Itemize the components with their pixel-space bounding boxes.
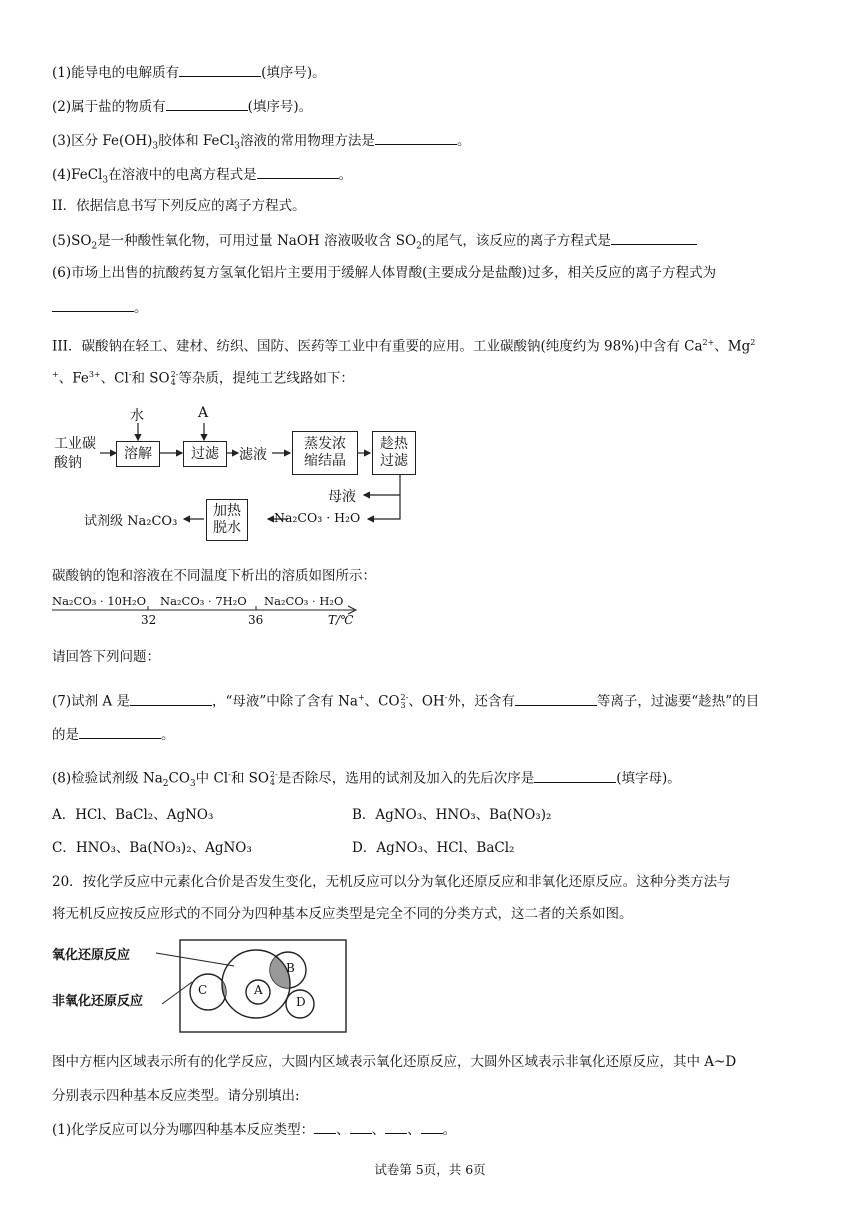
- section-2-heading: II．依据信息书写下列反应的离子方程式。: [52, 198, 306, 214]
- question-4: (4)FeCl$_3$在溶液中的电离方程式是 。: [52, 164, 352, 191]
- answer-blank[interactable]: [257, 164, 339, 179]
- answer-blank[interactable]: [611, 230, 697, 245]
- tick-32: 32: [141, 613, 157, 627]
- dissolve-box: 溶解: [116, 441, 160, 467]
- answer-blank[interactable]: [421, 1119, 443, 1134]
- start-label-2: 酸钠: [54, 455, 82, 471]
- evaporate-box: 蒸发浓 缩结晶: [292, 431, 358, 475]
- filter-box: 过滤: [183, 441, 227, 467]
- question-20-sub-1: (1)化学反应可以分为哪四种基本反应类型： 、 、 、 。: [52, 1119, 456, 1140]
- mother-liquor-label: 母液: [328, 489, 356, 505]
- answer-blank[interactable]: [385, 1119, 407, 1134]
- temperature-axis: [52, 594, 362, 630]
- tick-36: 36: [248, 613, 264, 627]
- question-7-cont: 的是 。: [52, 724, 175, 745]
- nonredox-label: 非氧化还原反应: [52, 994, 144, 1009]
- question-8: (8)检验试剂级 $Na_2CO_3$中 Cl-和 SO 2- 4 是否除尽，选用的试剂及加入的先后次序是 (填字母)。: [52, 765, 681, 794]
- reagent-a-label: A: [198, 405, 209, 421]
- option-c[interactable]: C．HNO₃、Ba(NO₃)₂、AgNO₃: [52, 840, 252, 856]
- question-6-answer: 。: [52, 297, 148, 318]
- redox-label: 氧化还原反应: [52, 948, 131, 963]
- venn-label-c: C: [198, 983, 208, 997]
- answer-blank[interactable]: [166, 96, 248, 111]
- option-b[interactable]: B．AgNO₃、HNO₃、Ba(NO₃)₂: [352, 807, 552, 823]
- question-2: (2)属于盐的物质有 (填序号)。: [52, 96, 312, 117]
- description-line-2: 分别表示四种基本反应类型。请分别填出:: [52, 1088, 300, 1104]
- page-footer: 试卷第 5页，共 6页: [374, 1162, 486, 1177]
- question-1: (1)能导电的电解质有 (填序号)。: [52, 62, 326, 83]
- hydrate-label: Na₂CO₃ · H₂O: [274, 510, 361, 525]
- process-flowchart: [52, 405, 422, 550]
- filtrate-label: 滤液: [239, 447, 267, 463]
- answer-blank[interactable]: [130, 691, 212, 706]
- question-20-line-1: 20．按化学反应中元素化合价是否发生变化，无机反应可以分为氧化还原反应和非氧化还原反应。这种分类方法与: [52, 874, 731, 890]
- hot-filter-box: 趁热 过滤: [372, 431, 416, 475]
- solubility-intro: 碳酸钠的饱和溶液在不同温度下析出的溶质如图所示：: [52, 568, 376, 584]
- section-3-heading-cont: +、$Fe^{3+}$、Cl-和 SO 2- 4 等杂质，提纯工艺线路如下：: [52, 370, 354, 387]
- heat-box: 加热 脱水: [206, 499, 248, 541]
- answer-blank[interactable]: [314, 1119, 336, 1134]
- answer-blank[interactable]: [534, 768, 616, 783]
- answer-blank[interactable]: [52, 297, 134, 312]
- segment-2-label: Na₂CO₃ · 7H₂O: [160, 594, 247, 608]
- axis-unit: T/℃: [328, 613, 354, 627]
- answer-blank[interactable]: [350, 1119, 372, 1134]
- section-3-heading: III．碳酸钠在轻工、建材、纺织、国防、医药等工业中有重要的应用。工业碳酸钠(纯度约为 98%)中含有 $Ca^{2+}$、Mg$^2$: [52, 338, 756, 355]
- question-6: (6)市场上出售的抗酸药复方氢氧化铝片主要用于缓解人体胃酸(主要成分是盐酸)过多，相关反应的离子方程式为: [52, 265, 717, 281]
- answer-blank[interactable]: [375, 130, 457, 145]
- answer-blank[interactable]: [79, 724, 161, 739]
- answer-blank[interactable]: [179, 62, 261, 77]
- ask-line: 请回答下列问题：: [52, 649, 160, 665]
- segment-3-label: Na₂CO₃ · H₂O: [264, 594, 344, 608]
- water-label: 水: [130, 408, 144, 424]
- product-label: 试剂级 Na₂CO₃: [84, 514, 178, 529]
- question-20-line-2: 将无机反应按反应形式的不同分为四种基本反应类型是完全不同的分类方式，这二者的关系如图。: [52, 906, 633, 922]
- segment-1-label: Na₂CO₃ · 10H₂O: [52, 594, 147, 608]
- venn-label-a: A: [254, 983, 263, 997]
- question-3: (3)区分 $Fe(OH)_3$胶体和 FeCl$_3$溶液的常用物理方法是 。: [52, 130, 470, 157]
- option-a[interactable]: A．HCl、BaCl₂、AgNO₃: [52, 807, 214, 823]
- venn-diagram: [52, 936, 352, 1036]
- venn-label-d: D: [296, 995, 306, 1009]
- answer-blank[interactable]: [515, 691, 597, 706]
- start-label-1: 工业碳: [54, 436, 96, 452]
- venn-label-b: B: [286, 961, 295, 975]
- question-5: $(5)SO_2$是一种酸性氧化物，可用过量 NaOH 溶液吸收含 $SO_2$的尾气，该反应的离子方程式是: [52, 230, 697, 257]
- question-7: (7)试剂 A 是 ，“母液”中除了含有 Na+、CO 2- 3 、OH-外，还含有 等离子，过滤要“趁热”的目: [52, 688, 759, 712]
- description-line-1: 图中方框内区域表示所有的化学反应，大圆内区域表示氧化还原反应，大圆外区域表示非氧化还原反应，其中 A~D: [52, 1054, 737, 1070]
- option-d[interactable]: D．AgNO₃、HCl、BaCl₂: [352, 840, 515, 856]
